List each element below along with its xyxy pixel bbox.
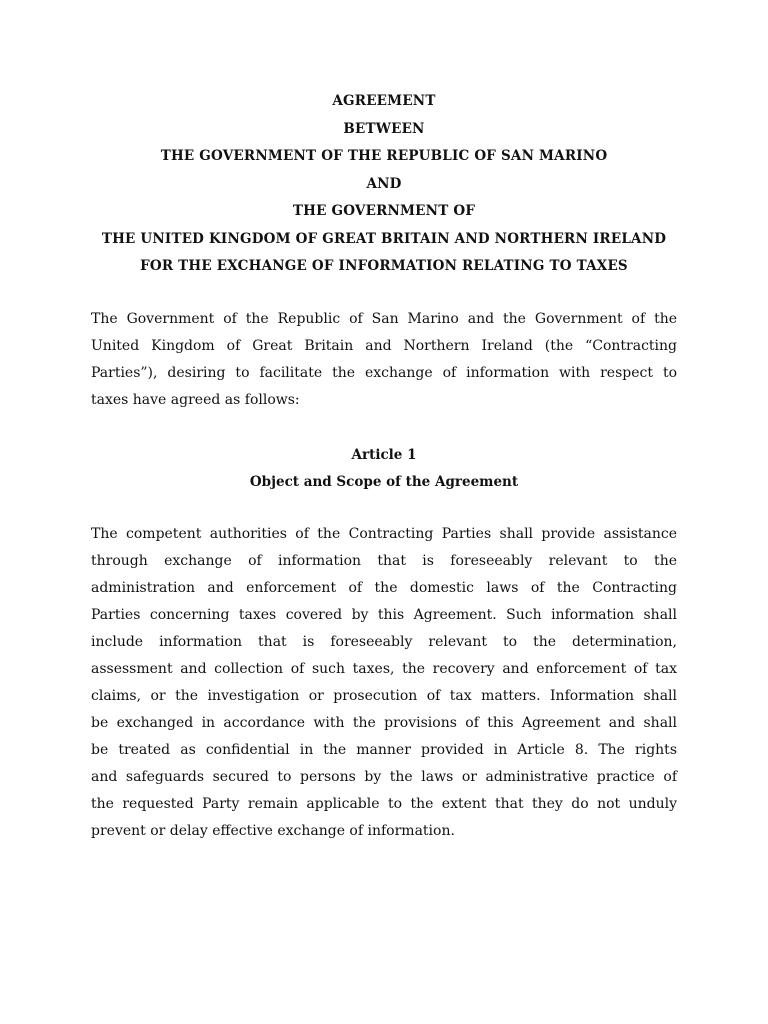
title-line: FOR THE EXCHANGE OF INFORMATION RELATING TO TAXES [140,258,628,274]
article-body-line: through exchange of information that is foreseeably relevant to the [91,553,677,569]
article-title: Object and Scope of the Agreement [249,474,519,490]
title-line: THE GOVERNMENT OF [292,203,476,219]
article-heading [0,442,768,496]
article-body-line: the requested Party remain applicable to the extent that they do not unduly [91,796,677,812]
article-body-paragraph [91,521,677,845]
title-line: AGREEMENT [332,93,436,109]
article-body-line: prevent or delay effective exchange of information. [91,823,455,839]
article-number: Article 1 [351,447,417,463]
title-line: AND [366,175,402,192]
preamble-line: taxes have agreed as follows: [91,392,300,408]
article-body-line: and safeguards secured to persons by the laws or administrative practice of [91,769,677,785]
agreement-title [0,88,768,281]
title-line: THE GOVERNMENT OF THE REPUBLIC OF SAN MARINO [160,148,608,164]
article-body-line: Parties concerning taxes covered by this Agreement. Such information shall [91,607,677,623]
preamble-line: Parties”), desiring to facilitate the exchange of information with respect to [91,365,677,381]
article-body-line: be exchanged in accordance with the provisions of this Agreement and shall [91,715,677,731]
preamble-paragraph [91,306,677,414]
preamble-line: The Government of the Republic of San Marino and the Government of the [91,311,677,327]
article-body-line: include information that is foreseeably relevant to the determination, [91,634,677,650]
article-body-line: assessment and collection of such taxes, the recovery and enforcement of tax [91,661,677,677]
article-body-line: administration and enforcement of the domestic laws of the Contracting [91,580,677,596]
title-line: BETWEEN [343,120,425,137]
article-body-line: The competent authorities of the Contracting Parties shall provide assistance [91,526,677,542]
preamble-line: United Kingdom of Great Britain and Northern Ireland (the “Contracting [91,338,677,354]
article-body-line: be treated as confidential in the manner provided in Article 8. The rights [91,742,677,758]
title-line: THE UNITED KINGDOM OF GREAT BRITAIN AND NORTHERN IRELAND [101,230,667,247]
article-body-line: claims, or the investigation or prosecution of tax matters. Information shall [91,688,677,704]
